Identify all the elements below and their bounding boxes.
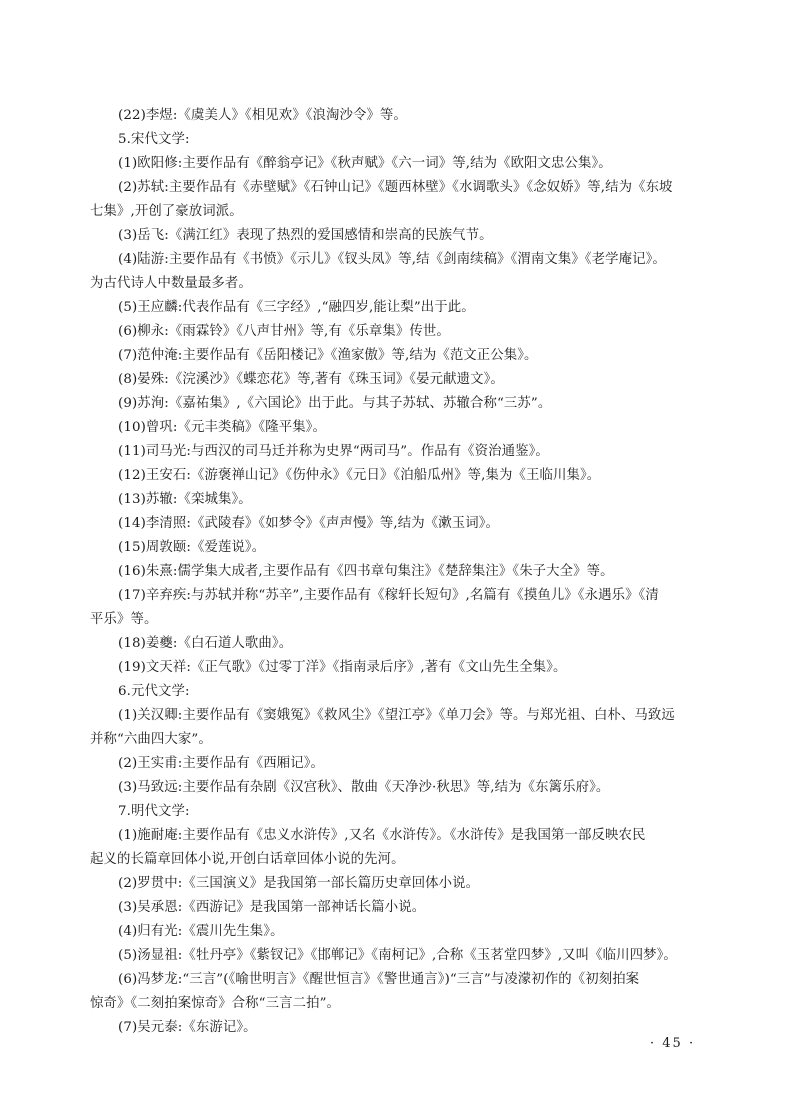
text-line: (4)陆游:主要作品有《书愤》《示儿》《钗头凤》等,结《剑南续稿》《渭南文集》《老学庵记》。 [118, 252, 666, 267]
text-line: (2)苏轼:主要作品有《赤壁赋》《石钟山记》《题西林壁》《水调歌头》《念奴娇》等,结为《东坡 [118, 180, 673, 195]
text-line: (3)岳飞:《满江红》表现了热烈的爱国感情和崇高的民族气节。 [118, 228, 493, 243]
text-line: (5)王应麟:代表作品有《三字经》,“融四岁,能让梨”出于此。 [118, 300, 475, 315]
text-line: (18)姜夔:《白石道人歌曲》。 [118, 636, 293, 651]
text-line: (10)曾巩:《元丰类稿》《隆平集》。 [118, 420, 326, 435]
text-line: (16)朱熹:儒学集大成者,主要作品有《四书章句集注》《楚辞集注》《朱子大全》等。 [118, 564, 614, 579]
text-line: 起义的长篇章回体小说,开创白话章回体小说的先河。 [90, 852, 405, 867]
text-line: (14)李清照:《武陵春》《如梦令》《声声慢》等,结为《漱玉词》。 [118, 516, 499, 531]
text-line: (19)文天祥:《正气歌》《过零丁洋》《指南录后序》,著有《文山先生全集》。 [118, 660, 567, 675]
text-line: (7)范仲淹:主要作品有《岳阳楼记》《渔家傲》等,结为《范文正公集》。 [118, 348, 538, 363]
text-line: (6)柳永:《雨霖铃》《八声甘州》等,有《乐章集》传世。 [118, 324, 450, 339]
text-line: (3)吴承恩:《西游记》是我国第一部神话长篇小说。 [118, 900, 426, 915]
text-line: 平乐》等。 [90, 612, 158, 627]
text-line: 七集》,开创了豪放词派。 [90, 204, 243, 219]
text-line: (15)周敦颐:《爱莲说》。 [118, 540, 266, 555]
text-line: (22)李煜:《虞美人》《相见欢》《浪淘沙令》等。 [118, 108, 407, 123]
text-line: 为古代诗人中数量最多者。 [90, 276, 252, 291]
text-line: (3)马致远:主要作品有杂剧《汉宫秋》、散曲《天净沙·秋思》等,结为《东篱乐府》。 [118, 780, 610, 795]
text-line: 并称“六曲四大家”。 [90, 732, 212, 747]
text-line: (11)司马光:与西汉的司马迁并称为史界“两司马”。作品有《资治通鉴》。 [118, 444, 549, 459]
text-line: (17)辛弃疾:与苏轼并称“苏辛”,主要作品有《稼轩长短句》,名篇有《摸鱼儿》《永遇乐》《清 [118, 588, 659, 603]
text-line: (12)王安石:《游褒禅山记》《伤仲永》《元日》《泊船瓜州》等,集为《王临川集》。 [118, 468, 601, 483]
text-line: (1)关汉卿:主要作品有《窦娥冤》《救风尘》《望江亭》《单刀会》等。与郑光祖、白朴、马致远 [118, 708, 675, 723]
text-line: (13)苏辙:《栾城集》。 [118, 492, 252, 507]
text-line: 惊奇》《二刻拍案惊奇》合称“三言二拍”。 [90, 996, 341, 1011]
text-line: (1)施耐庵:主要作品有《忠义水浒传》,又名《水浒传》。《水浒传》是我国第一部反映农民 [118, 828, 646, 843]
text-line: (8)晏殊:《浣溪沙》《蝶恋花》等,著有《珠玉词》《晏元献遗文》。 [118, 372, 504, 387]
page-number: · 45 · [650, 1036, 696, 1051]
text-line: (7)吴元泰:《东游记》。 [118, 1020, 257, 1035]
text-line: (4)归有光:《震川先生集》。 [118, 924, 284, 939]
text-line: (9)苏洵:《嘉祐集》,《六国论》出于此。与其子苏轼、苏辙合称“三苏”。 [118, 396, 552, 411]
section-heading: 6.元代文学: [118, 684, 190, 699]
text-line: (2)罗贯中:《三国演义》是我国第一部长篇历史章回体小说。 [118, 876, 480, 891]
text-line: (5)汤显祖:《牡丹亭》《紫钗记》《邯郸记》《南柯记》,合称《玉茗堂四梦》,又叫《临川四梦》。 [118, 948, 677, 963]
text-line: (1)欧阳修:主要作品有《醉翁亭记》《秋声赋》《六一词》等,结为《欧阳文忠公集》。 [118, 156, 612, 171]
section-heading: 7.明代文学: [118, 804, 190, 819]
section-heading: 5.宋代文学: [118, 132, 190, 147]
text-line: (2)王实甫:主要作品有《西厢记》。 [118, 756, 325, 771]
text-line: (6)冯梦龙:“三言”(《喻世明言》《醒世恒言》《警世通言》)“三言”与凌濛初作的《初刻拍案 [118, 972, 640, 987]
